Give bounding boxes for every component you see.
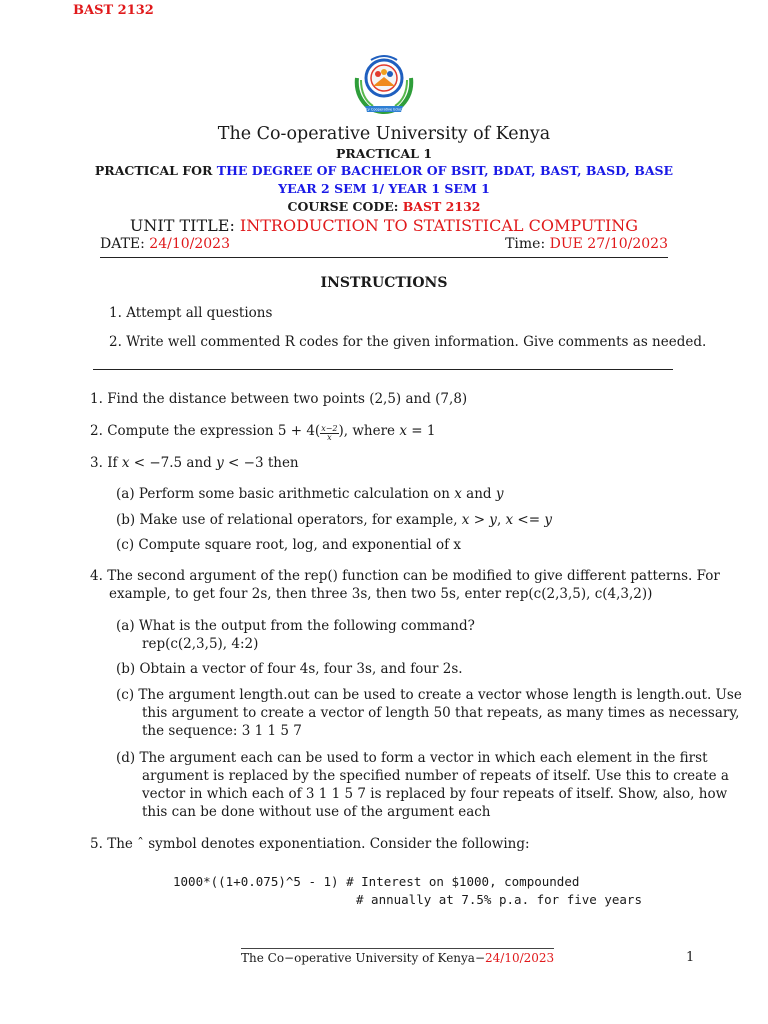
subquestion-text: What is the output from the following command? <box>138 618 475 634</box>
page-footer <box>241 948 554 965</box>
variable-y: y <box>216 455 224 471</box>
variable-x: x <box>399 423 407 439</box>
date-field <box>100 236 230 252</box>
year-semester: YEAR 2 SEM 1/ YEAR 1 SEM 1 <box>278 181 490 196</box>
unit-title: INTRODUCTION TO STATISTICAL COMPUTING <box>239 216 639 235</box>
logo-motto: Quality Cooperative Education <box>357 107 411 112</box>
question-4b <box>116 660 463 678</box>
question-3b <box>116 511 552 529</box>
time-value: DUE 27/10/2023 <box>549 236 668 252</box>
question-4a <box>116 617 475 635</box>
header-course-code: BAST 2132 <box>73 3 154 18</box>
footer-university: The Co−operative University of Kenya− <box>241 951 486 965</box>
question-4d <box>116 749 708 767</box>
subquestion-label: (c) <box>116 687 135 703</box>
subquestion-text: The argument each can be used to form a vector in which each element in the first <box>139 750 708 766</box>
subquestion-label: (b) <box>116 661 136 677</box>
unit-title-line <box>0 216 768 235</box>
date-time-row <box>100 236 668 252</box>
question-number: 2. <box>90 423 103 439</box>
question-text: Find the distance between two points (2,5) and (7,8) <box>107 391 468 407</box>
instructions-rule <box>93 369 673 370</box>
date-label: DATE: <box>100 236 145 252</box>
question-5 <box>90 835 530 853</box>
q3-condition-1: < −7.5 and <box>129 455 217 471</box>
fraction-denominator: x <box>327 433 332 442</box>
question-number: 3. <box>90 455 103 471</box>
relational-example-1: x > y <box>461 512 497 528</box>
question-4c-line-3: the sequence: 3 1 1 5 7 <box>142 723 302 739</box>
subquestion-label: (b) <box>116 512 136 528</box>
question-4c-line-2: this argument to create a vector of length 50 that repeats, as many times as necessary, <box>142 705 740 721</box>
item-number: 2. <box>109 334 122 350</box>
practical-for-label: PRACTICAL FOR <box>94 163 213 178</box>
variable-y: y <box>495 486 504 502</box>
instructions-heading: INSTRUCTIONS <box>320 275 448 291</box>
instruction-item <box>109 304 272 322</box>
subquestion-label: (c) <box>116 537 135 553</box>
question-text: The ˆ symbol denotes exponentiation. Consider the following: <box>107 836 530 852</box>
subquestion-label: (a) <box>116 486 135 502</box>
fraction-numerator: x−2 <box>321 424 338 433</box>
header-rule <box>100 257 668 258</box>
question-text-line-1: The second argument of the rep() function can be modified to give different patterns. For <box>107 568 720 584</box>
subquestion-text: Make use of relational operators, for example, <box>139 512 462 528</box>
date-value: 24/10/2023 <box>149 236 230 252</box>
question-4 <box>90 567 720 585</box>
variable-x: x <box>121 455 130 471</box>
university-logo <box>349 48 419 118</box>
degree-programs: THE DEGREE OF BACHELOR OF BSIT, BDAT, BAST, BASD, BASE <box>216 163 674 178</box>
question-4c <box>116 686 742 704</box>
question-2 <box>90 422 435 442</box>
course-code-label: COURSE CODE: <box>287 199 399 214</box>
question-4d-line-2: argument is replaced by the specified number of repeats of itself. Use this to create a <box>142 768 729 784</box>
question-number: 1. <box>90 391 103 407</box>
university-name: The Co-operative University of Kenya <box>217 124 551 144</box>
item-number: 1. <box>109 305 122 321</box>
time-field <box>505 236 668 252</box>
question-4-line-2: example, to get four 2s, then three 3s, then two 5s, enter rep(c(2,3,5), c(4,3,2)) <box>109 586 653 602</box>
instruction-item <box>109 333 706 351</box>
question-3c <box>116 536 461 554</box>
question-4d-line-4: this can be done without use of the argument each <box>142 804 491 820</box>
unit-title-label: UNIT TITLE: <box>129 216 235 235</box>
item-text: Write well commented R codes for the given information. Give comments as needed. <box>126 334 707 350</box>
time-label: Time: <box>505 236 546 252</box>
item-text: Attempt all questions <box>126 305 273 321</box>
separator: , <box>496 512 506 528</box>
variable-x: x <box>454 486 462 502</box>
subquestion-text: Obtain a vector of four 4s, four 3s, and four 2s. <box>139 661 463 677</box>
q3-prefix: If <box>107 455 122 471</box>
expr-value: = 1 <box>406 423 436 439</box>
question-4d-line-3: vector in which each of 3 1 1 5 7 is replaced by four repeats of itself. Show, also, how <box>142 786 728 802</box>
subquestion-text: Perform some basic arithmetic calculation on <box>138 486 455 502</box>
question-number: 5. <box>90 836 103 852</box>
subquestion-text: Compute square root, log, and exponential of x <box>138 537 461 553</box>
question-1 <box>90 390 467 408</box>
practical-number: PRACTICAL 1 <box>335 146 433 161</box>
question-3 <box>90 454 299 472</box>
code-line-1: 1000*((1+0.075)^5 - 1) # Interest on $1000, compounded <box>173 874 580 889</box>
question-4a-command: rep(c(2,3,5), 4:2) <box>142 636 259 652</box>
code-line-2: # annually at 7.5% p.a. for five years <box>356 892 642 907</box>
course-code: BAST 2132 <box>402 199 481 214</box>
subquestion-label: (d) <box>116 750 136 766</box>
course-code-line <box>0 199 768 214</box>
subquestion-label: (a) <box>116 618 135 634</box>
question-number: 4. <box>90 568 103 584</box>
expr-prefix: Compute the expression 5 + 4( <box>107 423 321 439</box>
subquestion-text: The argument length.out can be used to create a vector whose length is length.out. Use <box>138 687 742 703</box>
relational-example-2: x <= y <box>505 512 552 528</box>
fraction <box>320 425 338 442</box>
q3-condition-2: < −3 then <box>223 455 299 471</box>
footer-date: 24/10/2023 <box>485 951 555 965</box>
practical-for-line <box>0 163 768 178</box>
page-number: 1 <box>686 950 695 965</box>
expr-suffix: ), where <box>338 423 400 439</box>
conjunction: and <box>461 486 496 502</box>
question-3a <box>116 485 503 503</box>
